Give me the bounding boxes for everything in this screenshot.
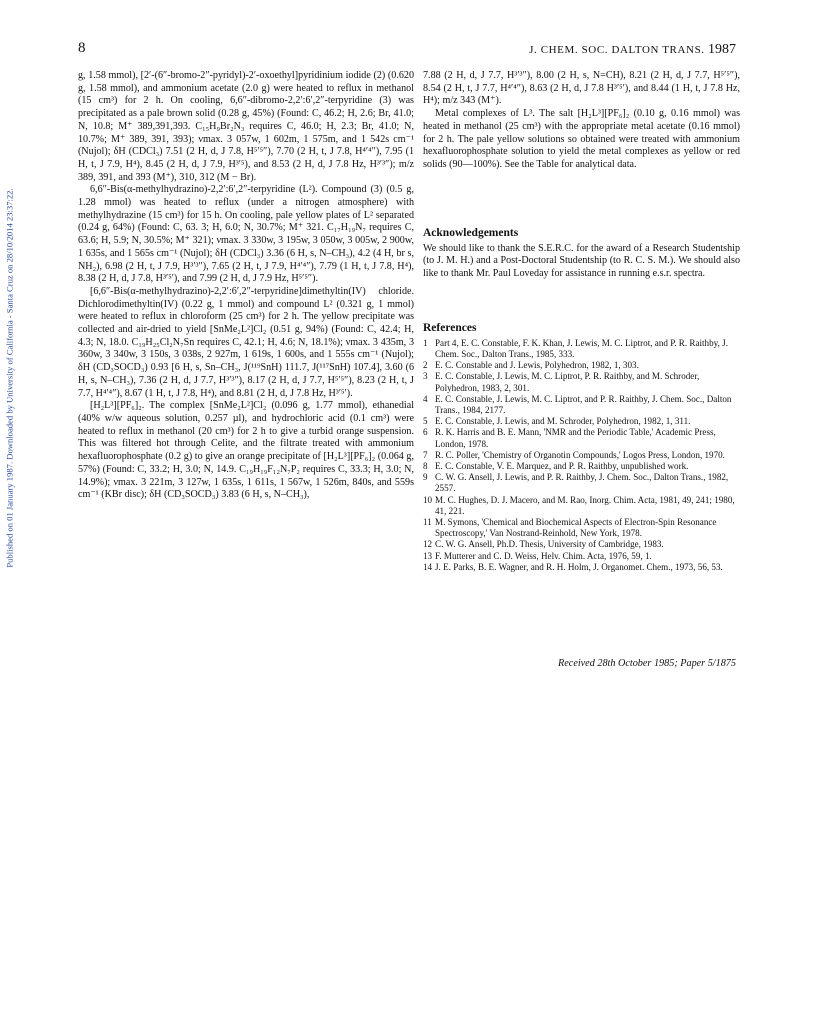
reference-number: 12 bbox=[423, 539, 433, 550]
reference-number: 2 bbox=[423, 360, 428, 371]
reference-text: R. K. Harris and B. E. Mann, 'NMR and the Periodic Table,' Academic Press, London, 1978. bbox=[435, 427, 716, 449]
reference-number: 8 bbox=[423, 460, 428, 471]
paragraph-compound-3: g, 1.58 mmol), [2′-(6″-bromo-2″-pyridyl)-2′-oxoethyl]pyridinium iodide (2) (0.620 g, 1.58 mmol), and ammonium acetate (2.0 g) were heated to reflux in methanol (15 cm³) for 2 h. On cooling, 6,6″-dibromo-2,2′:6′,2″-terpyridine (3) was precipitated as a pale brown solid (0.28 g, 45%) (Found: C, 46.2; H, 2.6; Br, 41.0; N, 10.8; M⁺ 389,391,393. C₁₅H₉Br₂N₃ requires C, 46.0; H, 2.3; Br, 41.0; N, 10.7%; M⁺ 389, 391, 393); νmax. 3 057w, 1 602m, 1 575m, and 1 542s cm⁻¹ (Nujol); δH (CDCl₃) 7.51 (2 H, d, J 7.8, H⁵′⁵″), 7.70 (2 H, t, J 7.8, H⁴′⁴″), 7.95 (1 H, t, J 7.9, H⁴), 8.45 (2 H, d, J 7.9, H³′⁵), and 8.53 (2 H, d, J 7.8 Hz, H³′³″); m/z 389, 391, and 393 (M⁺), 310, 312 (M − Br). bbox=[78, 70, 414, 183]
reference-item bbox=[423, 495, 740, 517]
reference-item bbox=[423, 338, 740, 360]
page-number: 8 bbox=[78, 40, 86, 56]
reference-number: 9 bbox=[423, 472, 428, 483]
reference-item bbox=[423, 539, 740, 550]
references-list bbox=[423, 338, 740, 573]
references-heading: References bbox=[423, 322, 477, 334]
right-column bbox=[423, 70, 740, 172]
journal-header bbox=[529, 42, 736, 58]
reference-number: 11 bbox=[423, 516, 432, 527]
reference-text: M. Symons, 'Chemical and Biochemical Aspects of Electron-Spin Resonance Spectroscopy,' Van Nostrand-Reinhold, New York, 1978. bbox=[435, 516, 717, 539]
reference-text: E. C. Constable, J. Lewis, M. C. Liptrot, and P. R. Raithby, J. Chem. Soc., Dalton Trans., 1984, 2177. bbox=[435, 393, 732, 415]
reference-number: 7 bbox=[423, 449, 428, 460]
reference-number: 4 bbox=[423, 393, 428, 404]
reference-item bbox=[423, 450, 740, 461]
paragraph-nmr-continuation: 7.88 (2 H, d, J 7.7, H³′³″), 8.00 (2 H, s, N=CH), 8.21 (2 H, d, J 7.7, H⁵′⁵″), 8.54 (2 H, t, J 7.7, H⁴′⁴″), 8.63 (2 H, d, J 7.8 H³′⁵′), and 8.44 (1 H, t, J 7.8 Hz, H⁴); m/z 343 (M⁺). bbox=[423, 70, 740, 107]
download-watermark bbox=[2, 98, 18, 658]
reference-number: 5 bbox=[423, 416, 428, 427]
journal-year: 1987 bbox=[708, 42, 736, 57]
journal-name: J. CHEM. SOC. DALTON TRANS. bbox=[529, 44, 705, 56]
acknowledgements-heading: Acknowledgements bbox=[423, 227, 519, 239]
paragraph-ligand-l2: 6,6″-Bis(α-methylhydrazino)-2,2′:6′,2″-terpyridine (L²). Compound (3) (0.5 g, 1.28 mmol) was heated to reflux (under a nitrogen atmosphere) with methylhydrazine (15 cm³) for 15 h. On cooling, pale yellow plates of L² separated (0.24 g, 64%) (Found: C, 63. 3; H, 6.0; N, 30.7%; M⁺ 321. C₁₇H₁₉N₇ requires C, 63.6; H, 5.9; N, 30.5%; M⁺ 321); νmax. 3 330w, 3 195w, 3 050w, 3 005w, 2 900w, 1 635s, and 1 565s cm⁻¹ (Nujol); δH (CDCl₃) 3.36 (6 H, s, N–CH₃), 4.2 (4 H, br s, NH₂), 6.98 (2 H, t, J 7.9, H³′³″), 7.65 (2 H, t, J 7.9, H⁴′⁴″), 7.79 (1 H, t, J 7.8, H⁴), 8.38 (2 H, d, J 7.8, H³′⁵′), and 7.99 (2 H, d, J 7.9 Hz, H⁵′⁵″). bbox=[78, 184, 414, 285]
reference-text: J. E. Parks, B. E. Wagner, and R. H. Holm, J. Organomet. Chem., 1973, 56, 53. bbox=[435, 561, 723, 572]
reference-text: E. C. Constable, V. E. Marquez, and P. R. Raithby, unpublished work. bbox=[435, 460, 689, 471]
reference-item bbox=[423, 562, 740, 573]
reference-text: R. C. Poller, 'Chemistry of Organotin Compounds,' Logos Press, London, 1970. bbox=[435, 449, 725, 460]
received-date: Received 28th October 1985; Paper 5/1875 bbox=[558, 658, 736, 669]
reference-item bbox=[423, 360, 740, 371]
reference-text: E. C. Constable, J. Lewis, and M. Schroder, Polyhedron, 1982, 1, 311. bbox=[435, 416, 691, 427]
reference-text: C. W. G. Ansell, J. Lewis, and P. R. Raithby, J. Chem. Soc., Dalton Trans., 1982, 2557. bbox=[435, 472, 729, 494]
reference-text: F. Mutterer and C. D. Weiss, Helv. Chim. Acta, 1976, 59, 1. bbox=[435, 550, 652, 561]
reference-text: M. C. Hughes, D. J. Macero, and M. Rao, Inorg. Chim. Acta, 1981, 49, 241; 1980, 41, 221. bbox=[435, 494, 735, 516]
reference-item bbox=[423, 394, 740, 416]
reference-item bbox=[423, 461, 740, 472]
reference-text: E. C. Constable and J. Lewis, Polyhedron, 1982, 1, 303. bbox=[435, 360, 639, 371]
references-section bbox=[423, 322, 740, 573]
download-watermark-text: Published on 01 January 1987. Downloaded by University of California - Santa Cruz on 28/10/2014 23:37:22. bbox=[5, 188, 15, 568]
paragraph-h2l3-salt: [H₂L³][PF₆]₂. The complex [SnMe₂L²]Cl₂ (0.096 g, 1.77 mmol), ethanedial (40% w/w aqueous solution, 0.257 µl), and hydrochloric acid (0.1 cm³) were heated to reflux in methanol (20 cm³) for 2 h to give a turbid orange suspension. This was filtered hot through Celite, and the filtrate treated with ammonium hexafluorophosphate (0.2 g) to give an orange precipitate of [H₂L³][PF₆]₂ (0.064 g, 57%) (Found: C, 33.2; H, 3.0; N, 14.9. C₁₉H₁₉F₁₂N₇P₂ requires C, 33.3; H, 3.0; N, 14.9%); νmax. 3 221m, 3 127w, 1 635s, 1 611s, 1 567w, 1 526m, 840s, and 559s cm⁻¹ (KBr disc); δH (CD₃SOCD₃) 3.83 (6 H, s, N–CH₃), bbox=[78, 400, 414, 501]
left-column bbox=[78, 70, 414, 502]
acknowledgements-text: We should like to thank the S.E.R.C. for the award of a Research Studentship (to J. M. H.) and a Post-Doctoral Studentship (to R. C. S. M.). We should also like to thank Mr. Paul Loveday for assistance in running e.s.r. spectra. bbox=[423, 242, 740, 280]
reference-number: 3 bbox=[423, 371, 428, 382]
reference-number: 1 bbox=[423, 337, 428, 348]
reference-text: C. W. G. Ansell, Ph.D. Thesis, University of Cambridge, 1983. bbox=[435, 539, 664, 550]
reference-number: 10 bbox=[423, 494, 433, 505]
reference-text: E. C. Constable, J. Lewis, M. C. Liptrot, P. R. Raithby, and M. Schroder, Polyhedron, 1983, 2, 301. bbox=[435, 371, 700, 393]
paragraph-tin-complex: [6,6″-Bis(α-methylhydrazino)-2,2′:6′,2″-terpyridine]dimethyltin(IV) chloride. Dichlorodimethyltin(IV) (0.22 g, 1 mmol) and compound L² (0.321 g, 1 mmol) were heated to reflux in chloroform (25 cm³) for 2 h. The yellow precipitate was collected and air-dried to yield [SnMe₂L²]Cl₂ (0.51 g, 94%) (Found: C, 42.4; H, 4.3; N, 18.0. C₁₉H₂₅Cl₂N₇Sn requires C, 42.1; H, 4.6; N, 18.1%); νmax. 3 435m, 3 360w, 3 340w, 3 150s, 3 038s, 2 927m, 1 619s, 1 600s, and 1 555s cm⁻¹ (Nujol); δH (CD₃SOCD₃) 0.93 [6 H, s, Sn–CH₃, J(¹¹⁹SnH) 111.7, J(¹¹⁷SnH) 107.4], 3.60 (6 H, s, N–CH₃), 7.36 (2 H, d, J 7.7, H³′³″), 8.17 (2 H, d, J 7.7, H⁵′⁵″), 8.23 (2 H, t, J 7.7, H⁴′⁴″), 8.67 (1 H, t, J 7.8, H⁴), and 8.81 (2 H, d, J 7.8 Hz, H³′⁵′). bbox=[78, 285, 414, 399]
reference-item bbox=[423, 551, 740, 562]
acknowledgements-section bbox=[423, 227, 740, 281]
reference-item bbox=[423, 517, 740, 539]
reference-number: 13 bbox=[423, 550, 433, 561]
reference-item bbox=[423, 472, 740, 494]
reference-item bbox=[423, 416, 740, 427]
reference-item bbox=[423, 427, 740, 449]
reference-number: 14 bbox=[423, 561, 433, 572]
reference-text: Part 4, E. C. Constable, F. K. Khan, J. Lewis, M. C. Liptrot, and P. R. Raithby, J. Chem. Soc., Dalton Trans., 1985, 333. bbox=[435, 337, 728, 359]
paragraph-metal-complexes: Metal complexes of L³. The salt [H₂L³][PF₆]₂ (0.10 g, 0.16 mmol) was heated in methanol (25 cm³) with the appropriate metal acetate (0.16 mmol) for 2 h. The pale yellow solutions so obtained were treated with ammonium hexafluorophosphate solution to yield the metal complexes as yellow or red solids (90—100%). See the Table for analytical data. bbox=[423, 108, 740, 170]
reference-number: 6 bbox=[423, 427, 428, 438]
reference-item bbox=[423, 371, 740, 393]
